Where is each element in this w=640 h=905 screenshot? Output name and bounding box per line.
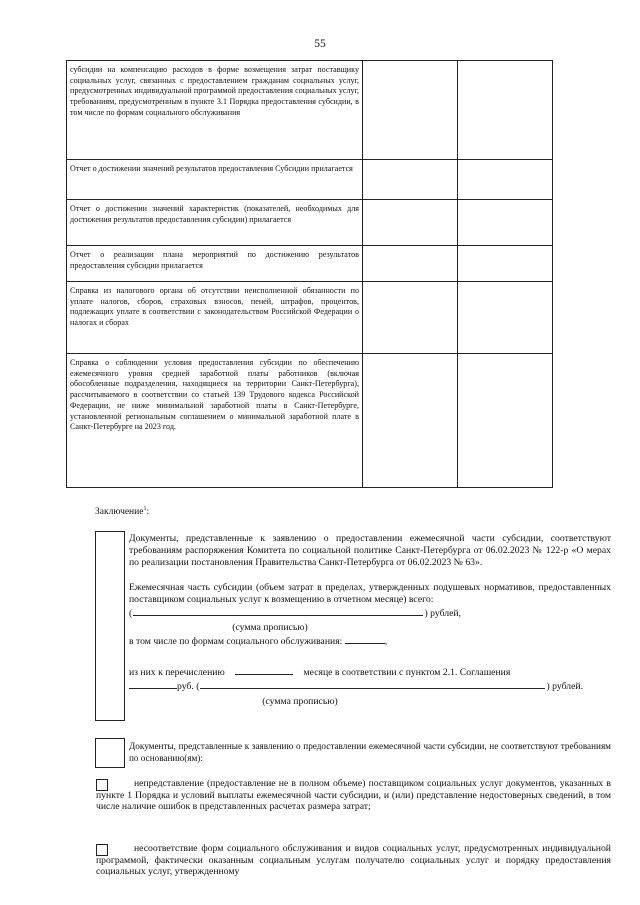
rub-amount-field[interactable] bbox=[129, 688, 177, 689]
table-row bbox=[67, 61, 553, 160]
table-row bbox=[67, 246, 553, 282]
by-forms-field[interactable] bbox=[345, 643, 385, 644]
transfer-amount-line: руб. ( ) рублей. bbox=[129, 681, 611, 693]
table-row bbox=[67, 354, 553, 488]
row-description: Отчет о достижении значений результатов предоставления Субсидии прилагается bbox=[67, 160, 363, 200]
row-description: Справка из налогового органа об отсутствии неисполненной обязанности по уплате налогов, сборов, страховых взносов, пеней, штрафов, процентов, подлежащих уплате в соответствии с законодательством Российской Федерации о налогах и сборах bbox=[67, 282, 363, 354]
row-cell bbox=[458, 282, 553, 354]
row-cell bbox=[458, 200, 553, 246]
row-cell bbox=[458, 246, 553, 282]
option-noncompliant-checkbox[interactable] bbox=[95, 738, 125, 768]
row-cell bbox=[363, 246, 458, 282]
row-cell bbox=[363, 160, 458, 200]
reason-2-text: несоответствие форм социального обслуживания и видов социальных услуг, предусмотренных индивидуальной программой, фактически оказанным социальным услугам получателю социальных услуг и порядку предоставления социальных услуг, утвержденному bbox=[96, 843, 611, 878]
row-cell bbox=[363, 200, 458, 246]
total-amount-line: ( ) рублей, bbox=[129, 608, 461, 619]
footnote-marker: 1 bbox=[143, 506, 147, 512]
transfer-line: из них к перечислению месяце в соответствии с пунктом 2.1. Соглашения bbox=[129, 667, 511, 678]
noncompliance-text: Документы, представленные к заявлению о предоставлении ежемесячной части субсидии, не соответствуют требованиям по основанию(ям): bbox=[129, 741, 611, 763]
row-description: субсидии на компенсацию расходов в форме возмещения затрат поставщику социальных услуг, связанных с предоставлением гражданам социальных услуг, предусмотренных индивидуальной программой предоставления социальных услуг, требованиям, предусмотренным в пункте 3.1 Порядка предоставления субсидии, в том числе по формам социального обслуживания bbox=[67, 61, 363, 160]
total-amount-field[interactable] bbox=[133, 614, 423, 616]
row-description: Отчет о достижении значений характеристик (показателей, необходимых для достижения результатов предоставления субсидии) прилагается bbox=[67, 200, 363, 246]
row-description: Справка о соблюдении условия предоставления субсидии по обеспечению ежемесячного уровня средней заработной платы работников (включая обособленные подразделения, находящиеся на территории Санкт-Петербурга), рассчитываемого в соответствии со статьей 139 Трудового кодекса Российской Федерации, не ниже минимальной заработной платы в Санкт-Петербурге, установленной региональным соглашением о минимальной заработной плате в Санкт-Петербурге на 2023 год. bbox=[67, 354, 363, 488]
row-cell bbox=[363, 354, 458, 488]
page-number: 55 bbox=[314, 38, 326, 50]
row-cell bbox=[363, 282, 458, 354]
amount-in-words-caption-2: (сумма прописью) bbox=[262, 696, 338, 707]
transfer-amount-words-field[interactable] bbox=[200, 687, 545, 689]
row-cell bbox=[458, 354, 553, 488]
table-row bbox=[67, 282, 553, 354]
reason-1-text: непредставление (предоставление не в полном объеме) поставщиком социальных услуг документов, указанных в пункте 1 Порядка и условий выплаты ежемесячной части субсидии, и (или) представление недостоверных сведений, в том числе наличие ошибок в представленных расчетах размера затрат; bbox=[96, 778, 611, 813]
by-forms-line: в том числе по формам социального обслуживания: , bbox=[129, 636, 388, 647]
monthly-part-text: Ежемесячная часть субсидии (объем затрат в пределах, утвержденных подушевых нормативов, предоставленных поставщиком социальных услуг к возмещению в отчетном месяце) всего: bbox=[129, 582, 611, 605]
row-cell bbox=[458, 61, 553, 160]
row-cell bbox=[458, 160, 553, 200]
documents-table bbox=[66, 60, 553, 488]
option-compliant-checkbox[interactable] bbox=[95, 531, 125, 721]
table-row bbox=[67, 200, 553, 246]
conclusion-label: Заключение$^1$: bbox=[95, 506, 150, 518]
month-field[interactable] bbox=[235, 674, 293, 675]
compliance-text: Документы, представленные к заявлению о предоставлении ежемесячной части субсидии, соответствуют требованиям распоряжения Комитета по социальной политике Санкт-Петербурга от 06.02.2023 № 122-р «О мерах по реализации постановления Правительства Санкт-Петербурга от 06.02.2023 № 63». bbox=[129, 533, 611, 568]
row-cell bbox=[363, 61, 458, 160]
amount-in-words-caption: (сумма прописью) bbox=[232, 622, 308, 633]
table-row bbox=[67, 160, 553, 200]
row-description: Отчет о реализации плана мероприятий по достижению результатов предоставления субсидии прилагается bbox=[67, 246, 363, 282]
